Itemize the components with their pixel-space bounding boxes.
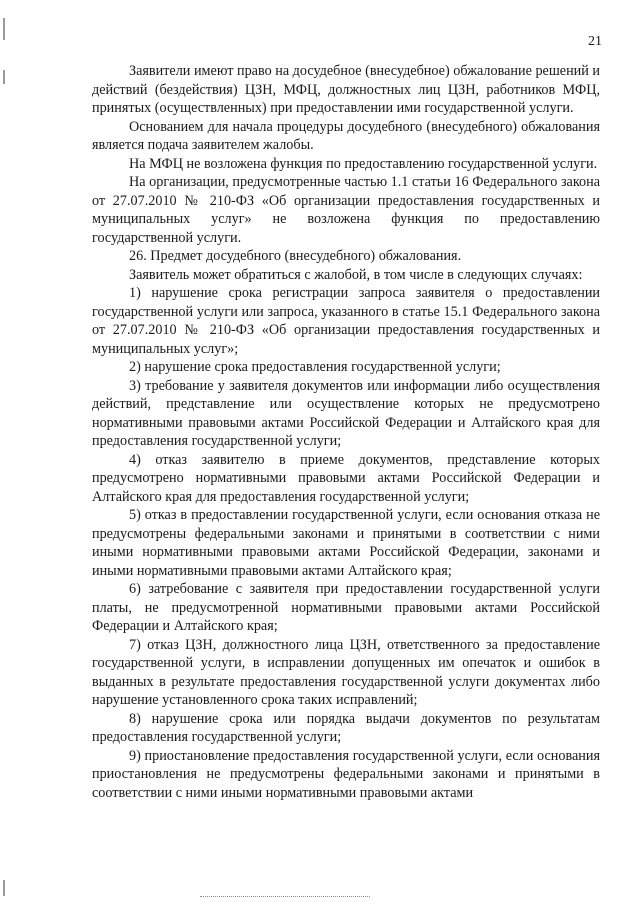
list-item: 4) отказ заявителю в приеме документов, представление которых предусмотрено нормативными правовыми актами Российской Федерации и Алтайского края для предоставления государственной услуги;	[92, 451, 600, 505]
paragraph: Основанием для начала процедуры досудебного (внесудебного) обжалования является подача заявителем жалобы.	[92, 118, 600, 153]
scan-artifact	[3, 880, 5, 896]
list-item: 9) приостановление предоставления государственной услуги, если основания приостановления не предусмотрены федеральными законами и принятыми в соответствии с ними иными нормативными правовыми актами	[92, 747, 600, 801]
paragraph: Заявители имеют право на досудебное (внесудебное) обжалование решений и действий (бездействия) ЦЗН, МФЦ, должностных лиц ЦЗН, работников МФЦ, принятых (осуществленных) при предоставлении ими государственной услуги.	[92, 63, 600, 116]
scan-artifact-line	[200, 896, 370, 897]
body-text	[92, 62, 600, 802]
list-item: 2) нарушение срока предоставления государственной услуги;	[129, 359, 501, 375]
list-item: 6) затребование с заявителя при предоставлении государственной услуги платы, не предусмотренной нормативными правовыми актами Российской Федерации и Алтайского края;	[92, 581, 600, 634]
paragraph: Заявитель может обратиться с жалобой, в том числе в следующих случаях:	[129, 266, 583, 283]
list-item: 1) нарушение срока регистрации запроса заявителя о предоставлении государственной услуги или запроса, указанного в статье 15.1 Федерального закона от 27.07.2010 № 210-ФЗ «Об организации предоставления государственных и муниципальных услуг»;	[92, 285, 600, 357]
section-heading: 26. Предмет досудебного (внесудебного) обжалования.	[129, 248, 462, 264]
list-item: 7) отказ ЦЗН, должностного лица ЦЗН, ответственного за предоставление государственной услуги, в исправлении допущенных им опечаток и ошибок в выданных в результате предоставления государственной услуги документах либо нарушение установленного срока таких исправлений;	[92, 636, 600, 708]
list-item: 3) требование у заявителя документов или информации либо осуществления действий, представление или осуществление которых не предусмотрено нормативными правовыми актами Российской Федерации и Алтайского края для предоставления государственной услуги;	[92, 377, 600, 449]
paragraph: На организации, предусмотренные частью 1.1 статьи 16 Федерального закона от 27.07.2010 № 210-ФЗ «Об организации предоставления государственных и муниципальных услуг» не возложена функция по предоставлению государственной услуги.	[92, 174, 600, 246]
list-item: 8) нарушение срока или порядка выдачи документов по результатам предоставления государственной услуги;	[92, 710, 600, 745]
scan-artifact	[3, 18, 5, 40]
page-number: 21	[588, 34, 602, 49]
scan-artifact	[3, 70, 5, 84]
list-item: 5) отказ в предоставлении государственной услуги, если основания отказа не предусмотрены федеральными законами и принятыми в соответствии с ними иными нормативными правовыми актами Российской Федерации, законами и иными нормативными правовыми актами Алтайского края;	[92, 507, 600, 579]
paragraph: На МФЦ не возложена функция по предоставлению государственной услуги.	[129, 155, 598, 172]
